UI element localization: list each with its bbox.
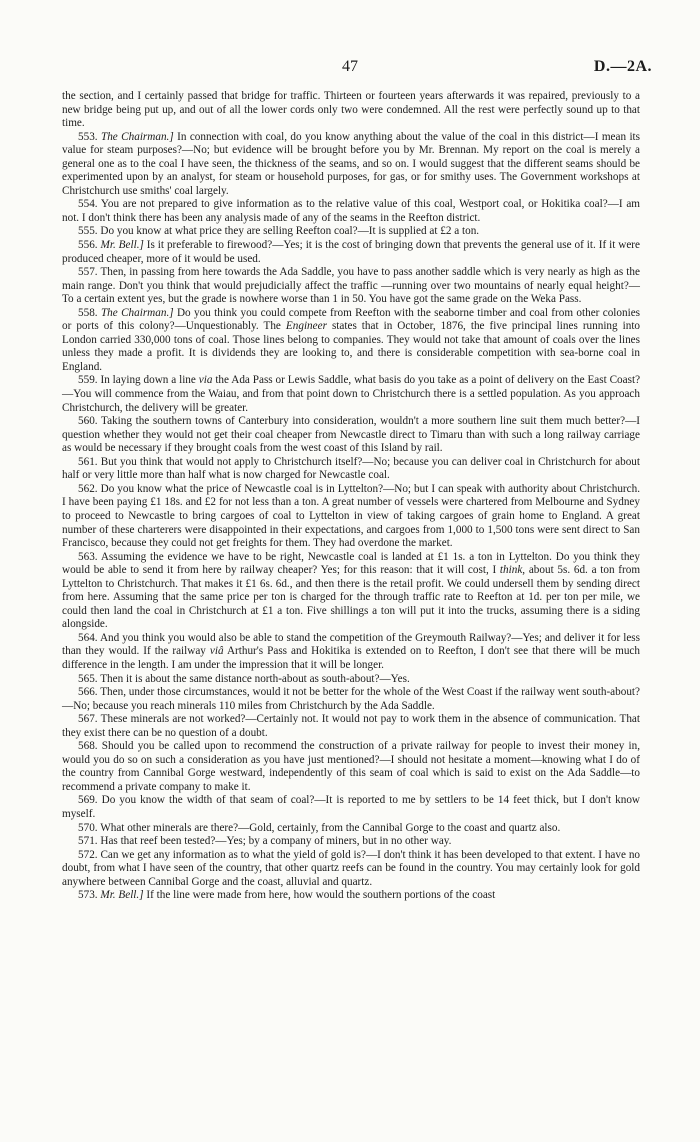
speaker: The Chairman.] bbox=[100, 306, 174, 319]
paragraph: 559. In laying down a line via the Ada Pass or Lewis Saddle, what basis do you take as a point of delivery on the East Coast?—You will commence from the Waiau, and from that point down to Christchurch there is a settled population. As you approach Christchurch, the delivery will be greater. bbox=[62, 374, 641, 414]
paragraph: 566. Then, under those circumstances, would it not be better for the whole of the West Coast if the railway went south-about?—No; because you reach minerals 110 miles from Christchurch by the Ada Saddle. bbox=[62, 686, 640, 712]
paragraph: 562. Do you know what the price of Newcastle coal is in Lyttelton?—No; but I can speak with authority about Christchurch. I have been paying £1 18s. and £2 for not less than a ton. A great number of vessels were chartered from Melbourne and Sydney to proceed to Newcastle to bring cargoes of coal to Lyttelton in view of taking cargoes of grain home to England. A great number of these charterers were disappointed in their expectations, and cargoes from 1,000 to 1,500 tons were sent direct to San Francisco, because they could not get freights for them. They had overdone the market. bbox=[62, 482, 640, 550]
paragraph: 573. Mr. Bell.] If the line were made from here, how would the southern portions of the coast bbox=[78, 889, 496, 902]
paragraph: 565. Then it is about the same distance north-about as south-about?—Yes. bbox=[78, 672, 410, 685]
paragraph: 556. Mr. Bell.] Is it preferable to firewood?—Yes; it is the cost of bringing down that prevents the general use of it. If it were produced cheaper, more of it would be used. bbox=[62, 239, 640, 265]
paragraph: 567. These minerals are not worked?—Certainly not. It would not pay to work them in the absence of communication. That they exist there can be no question of a doubt. bbox=[62, 713, 640, 739]
page-number: 47 bbox=[342, 58, 358, 75]
paragraph: 560. Taking the southern towns of Canterbury into consideration, wouldn't a more southern line suit them much better?—I question whether they would not get their coal cheaper from Newcastle direct to Timaru than with such a long railway carriage as would be necessary if they brought coals from the west coast of this Island by rail. bbox=[62, 415, 640, 455]
paragraph: 572. Can we get any information as to what the yield of gold is?—I don't think it has been developed to that extent. I have no doubt, from what I have seen of the country, that other quartz reefs can be found in the country. You may certainly look for gold anywhere between Cannibal Gorge and the coast, alluvial and quartz. bbox=[62, 848, 641, 888]
paragraph: 554. You are not prepared to give information as to the relative value of this coal, Westport coal, or Hokitika coal?—I am not. I don't think there has been any analysis made of any of the seams in the Reefton district. bbox=[62, 198, 640, 224]
paragraph: 570. What other minerals are there?—Gold, certainly, from the Cannibal Gorge to the coast and quartz also. bbox=[78, 821, 561, 834]
paragraph: the section, and I certainly passed that bridge for traffic. Thirteen or fourteen years afterwards it was repaired, previously to a new bridge being put up, and out of all the lower cords only two were condemned. All the rest were perfectly sound up to that time. bbox=[62, 90, 640, 130]
page-header bbox=[0, 58, 700, 78]
paragraph: 553. The Chairman.] In connection with coal, do you know anything about the value of the coal in this district—I mean its value for steam purposes?—No; but evidence will be brought before you by Mr. Brennan. My report on the coal is merely a general one as to the coal I have seen, the thickness of the seams, and so on. I would suggest that the different seams should be experimented upon by an analyst, for steam or household purposes, for gas, or for smithy uses. The Government workshops at Christchurch use smiths' coal largely. bbox=[62, 130, 641, 197]
speaker: Mr. Bell.] bbox=[100, 239, 144, 252]
paragraph: 569. Do you know the width of that seam of coal?—It is reported to me by settlers to be 14 feet thick, but I don't know myself. bbox=[62, 794, 640, 820]
document-body bbox=[62, 90, 640, 903]
speaker: The Chairman.] bbox=[100, 130, 174, 143]
paragraph: 557. Then, in passing from here towards the Ada Saddle, you have to pass another saddle which is very nearly as high as the main range. Don't you think that would prejudicially affect the traffic —running over two mountains of nearly equal height?—To a certain extent yes, but the grade is nowhere worse than 1 in 50. You have got the same grade on the Weka Pass. bbox=[62, 266, 640, 306]
paragraph: 555. Do you know at what price they are selling Reefton coal?—It is supplied at £2 a ton. bbox=[78, 225, 480, 238]
paragraph: 561. But you think that would not apply to Christchurch itself?—No; because you can deliver coal in Christchurch for about half or very little more than half what is now charged for Newcastle coal. bbox=[62, 455, 640, 482]
speaker: Mr. Bell.] bbox=[100, 889, 144, 902]
document-reference: D.—2A. bbox=[593, 58, 652, 75]
paragraph: 564. And you think you would also be able to stand the competition of the Greymouth Railway?—Yes; and deliver it for less than they would. If the railway viâ Arthur's Pass and Hokitika is extended on to Reefton, I don't see that there will be much difference in the length. I am under the impression that it will be longer. bbox=[62, 631, 640, 671]
paragraph: 571. Has that reef been tested?—Yes; by a company of miners, but in no other way. bbox=[78, 835, 452, 848]
paragraph: 563. Assuming the evidence we have to be right, Newcastle coal is landed at £1 1s. a ton in Lyttelton. Do you think they would be able to send it from here by railway cheaper? Yes; for this reason: that it will cost, I think, about 5s. 6d. a ton from Lyttelton to Christchurch. That makes it £1 6s. 6d., and then there is the retail profit. We could undersell them by sending direct from here. Assuming that the same price per ton is charged for the through traffic rate to Reefton at 1d. per ton per mile, we could then land the coal in Christchurch at £1 a ton. Five shillings a ton will put it into the trucks, assuming there is a siding alongside. bbox=[62, 550, 641, 631]
paragraph: 558. The Chairman.] Do you think you could compete from Reefton with the seaborne timber and coal from other colonies or ports of this colony?—Unquestionably. The Engineer states that in October, 1876, the five principal lines running into London carried 330,000 tons of coal. Those lines belong to companies. They would not take that amount of coals over the lines unless they made a profit. It is dividends they are looking to, and there is considerable competition with sea-borne coal in England. bbox=[62, 306, 641, 373]
paragraph: 568. Should you be called upon to recommend the construction of a private railway for people to invest their money in, would you do so on such a consideration as you have just mentioned?—I should not hesitate a moment—knowing what I do of the country from Cannibal Gorge westward, independently of this seam of coal which is said to exist on the Ada Saddle—to recommend a private company to make it. bbox=[62, 740, 640, 793]
